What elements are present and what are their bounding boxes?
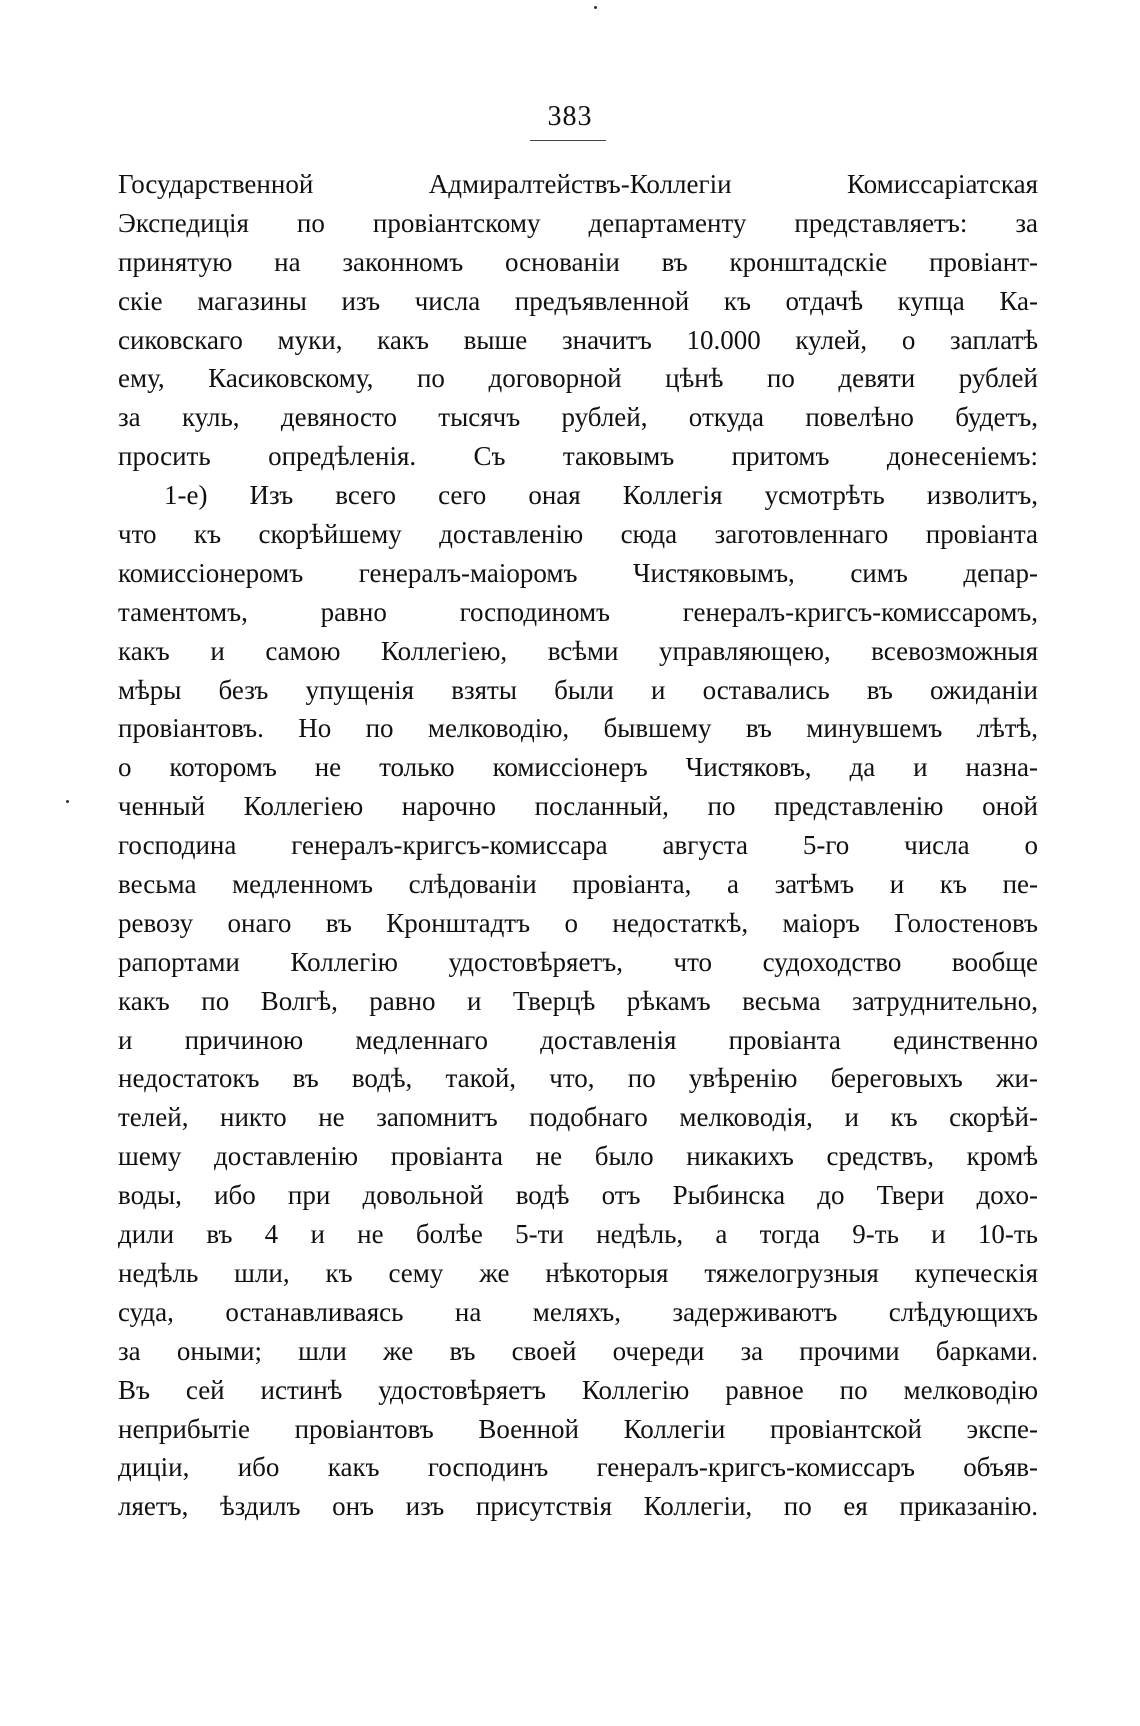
text-line: весьма медленномъ слѣдованіи провіанта, а затѣмъ и къ пе- bbox=[118, 869, 1038, 900]
text-line: ему, Касиковскому, по договорной цѣнѣ по девяти рублей bbox=[118, 363, 1038, 394]
text-line: рапортами Коллегію удостовѣряетъ, что судоходство вообще bbox=[118, 946, 1038, 977]
text-line: ревозу онаго въ Кронштадтъ о недостаткѣ, маіоръ Голостеновъ bbox=[118, 907, 1038, 938]
text-line: ченный Коллегіею нарочно посланный, по представленію оной bbox=[118, 791, 1038, 822]
text-line: какъ по Волгѣ, равно и Тверцѣ рѣкамъ весьма затруднительно, bbox=[118, 985, 1038, 1016]
scan-speck bbox=[594, 6, 597, 9]
text-line: сиковскаго муки, какъ выше значитъ 10.000 кулей, о заплатѣ bbox=[118, 324, 1038, 355]
body-text bbox=[118, 165, 1038, 1526]
text-line: суда, останавливаясь на меляхъ, задерживаютъ слѣдующихъ bbox=[118, 1296, 1038, 1327]
page-number: 383 bbox=[547, 101, 593, 132]
text-line: ляетъ, ѣздилъ онъ изъ присутствія Коллегіи, по ея приказанію. bbox=[118, 1491, 1038, 1522]
text-line: о которомъ не только комиссіонеръ Чистяковъ, да и назна- bbox=[118, 752, 1038, 783]
text-line: диціи, ибо какъ господинъ генералъ-кригсъ-комиссаръ объяв- bbox=[118, 1452, 1038, 1483]
text-line: телей, никто не запомнитъ подобнаго мелководія, и къ скорѣй- bbox=[118, 1102, 1038, 1133]
text-line-paragraph-start: 1-е) Изъ всего сего оная Коллегія усмотрѣть изволитъ, bbox=[164, 480, 1038, 511]
text-line: дили въ 4 и не болѣе 5-ти недѣль, а тогда 9-ть и 10-ть bbox=[118, 1219, 1038, 1250]
text-line: принятую на законномъ основаніи въ кронштадскіе провіант- bbox=[118, 246, 1038, 277]
text-line: недостатокъ въ водѣ, такой, что, по увѣренію береговыхъ жи- bbox=[118, 1063, 1038, 1094]
text-line: Въ сей истинѣ удостовѣряетъ Коллегію равное по мелководію bbox=[118, 1374, 1038, 1405]
text-line: Экспедиція по провіантскому департаменту представляетъ: за bbox=[118, 207, 1038, 238]
text-line: комиссіонеромъ генералъ-маіоромъ Чистяковымъ, симъ депар- bbox=[118, 557, 1038, 588]
text-line: недѣль шли, къ сему же нѣкоторыя тяжелогрузныя купеческія bbox=[118, 1257, 1038, 1288]
scan-speck bbox=[66, 800, 69, 803]
text-line: Государственной Адмиралтействъ-Коллегіи Комиссаріатская bbox=[118, 169, 1038, 199]
text-line: скіе магазины изъ числа предъявленной къ отдачѣ купца Ка- bbox=[118, 285, 1038, 316]
text-line: что къ скорѣйшему доставленію сюда заготовленнаго провіанта bbox=[118, 519, 1038, 550]
text-line: господина генералъ-кригсъ-комиссара августа 5-го числа о bbox=[118, 830, 1038, 861]
text-line: мѣры безъ упущенія взяты были и оставались въ ожиданіи bbox=[118, 674, 1038, 705]
text-line: просить опредѣленія. Съ таковымъ притомъ донесеніемъ: bbox=[118, 441, 1038, 472]
text-line: какъ и самою Коллегіею, всѣми управляющею, всевозможныя bbox=[118, 635, 1038, 666]
text-line: за куль, девяносто тысячъ рублей, откуда повелѣно будетъ, bbox=[118, 402, 1038, 433]
text-line: неприбытіе провіантовъ Военной Коллегіи провіантской экспе- bbox=[118, 1413, 1038, 1444]
text-line: провіантовъ. Но по мелководію, бывшему въ минувшемъ лѣтѣ, bbox=[118, 713, 1038, 744]
text-line: шему доставленію провіанта не было никакихъ средствъ, кромѣ bbox=[118, 1141, 1038, 1172]
text-line: и причиною медленнаго доставленія провіанта единственно bbox=[118, 1024, 1038, 1055]
text-line: таментомъ, равно господиномъ генералъ-кригсъ-комиссаромъ, bbox=[118, 596, 1038, 627]
text-line: за оными; шли же въ своей очереди за прочими барками. bbox=[118, 1335, 1038, 1366]
text-line: воды, ибо при довольной водѣ отъ Рыбинска до Твери дохо- bbox=[118, 1180, 1038, 1211]
page-number-rule bbox=[530, 140, 606, 141]
